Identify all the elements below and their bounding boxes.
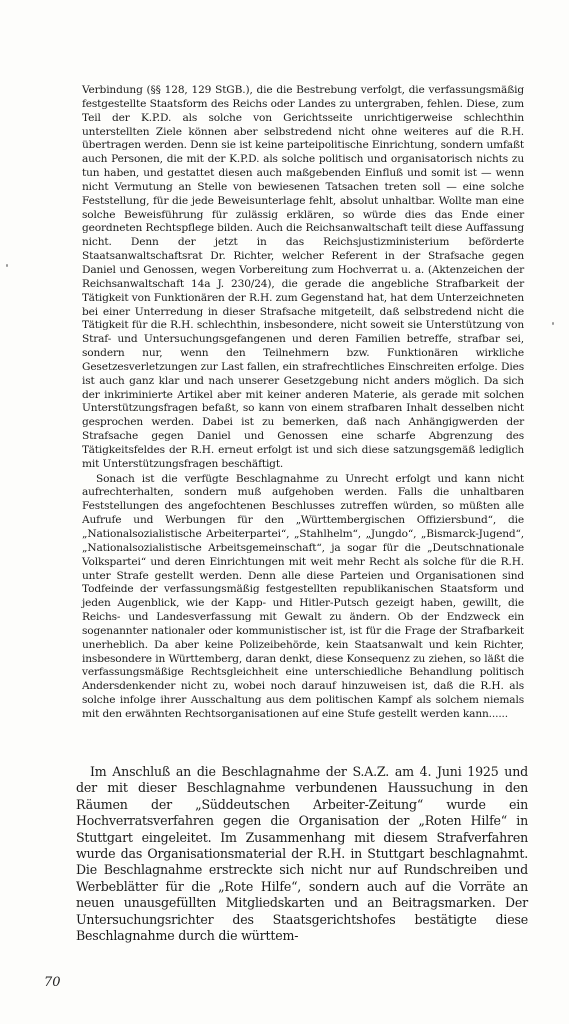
- page-number: 70: [44, 975, 61, 990]
- margin-mark: [552, 322, 554, 325]
- body-text-block: [76, 764, 528, 944]
- quoted-text-block: [82, 84, 524, 722]
- paragraph: Sonach ist die verfügte Beschlagnahme zu Unrecht erfolgt und kann nicht aufrechterhalten, sondern muß aufgehoben werden. Falls die unhaltbaren Feststellungen des angefochtenen Beschlusses zutreffen würden, so müßten alle Aufrufe und Werbungen für den „Württembergischen Offiziersbund“, die „Nationalsozialistische Arbeiterpartei“, „Stahlhelm“, „Jungdo“, „Bismarck-Jugend“, „Nationalsozialistische Arbeitsgemeinschaft“, ja sogar für die „Deutschnationale Volkspartei“ und deren Einrichtungen mit weit mehr Recht als solche für die R.H. unter Strafe gestellt werden. Denn alle diese Parteien und Organisationen sind Todfeinde der verfassungsmäßig festgestellten republikanischen Staatsform und jeden Augenblick, wie der Kapp- und Hitler-Putsch gezeigt haben, gewillt, die Reichs- und Landesverfassung mit Gewalt zu ändern. Ob der Endzweck ein sogenannter nationaler oder kommunistischer ist, ist für die Frage der Strafbarkeit unerheblich. Da aber keine Polizeibehörde, kein Staatsanwalt und kein Richter, insbesondere in Württemberg, daran denkt, diese Konsequenz zu ziehen, so läßt die verfassungsmäßige Rechtsgleichheit eine unterschiedliche Behandlung politisch Andersdenkender nicht zu, wobei noch darauf hinzuweisen ist, daß die R.H. als solche infolge ihrer Ausschaltung aus dem politischen Kampf als solchem niemals mit den erwähnten Rechtsorganisationen auf eine Stufe gestellt werden kann......: [82, 472, 524, 720]
- paragraph: Im Anschluß an die Beschlagnahme der S.A.Z. am 4. Juni 1925 und der mit dieser Beschlagnahme verbundenen Haussuchung in den Räumen der „Süddeutschen Arbeiter-Zeitung“ wurde ein Hochverratsverfahren gegen die Organisation der „Roten Hilfe“ in Stuttgart eingeleitet. Im Zusammenhang mit diesem Strafverfahren wurde das Organisationsmaterial der R.H. in Stuttgart beschlagnahmt. Die Beschlagnahme erstreckte sich nicht nur auf Rundschreiben und Werbeblätter für die „Rote Hilfe“, sondern auch auf die Vorräte an neuen unausgefüllten Mitgliedskarten und an Beitragsmarken. Der Untersuchungsrichter des Staatsgerichtshofes bestätigte diese Beschlagnahme durch die württem-: [76, 764, 528, 944]
- paragraph: Verbindung (§§ 128, 129 StGB.), die die Bestrebung verfolgt, die verfassungsmäßig festgestellte Staatsform des Reichs oder Landes zu untergraben, fehlen. Diese, zum Teil der K.P.D. als solche von Gerichtsseite unrichtigerweise schlechthin unterstellten Ziele können aber selbstredend nicht ohne weiteres auf die R.H. übertragen werden. Denn sie ist keine parteipolitische Einrichtung, sondern umfaßt auch Personen, die mit der K.P.D. als solche politisch und organisatorisch nichts zu tun haben, und gestattet diesen auch maßgebenden Einfluß und somit ist — wenn nicht Vermutung an Stelle von bewiesenen Tatsachen treten soll — eine solche Feststellung, für die jede Beweisunterlage fehlt, absolut unhaltbar. Wollte man eine solche Beweisführung für zulässig erklären, so würde dies das Ende einer geordneten Rechtspflege bilden. Auch die Reichsanwaltschaft teilt diese Auffassung nicht. Denn der jetzt in das Reichsjustizministerium beförderte Staatsanwaltschaftsrat Dr. Richter, welcher Referent in der Strafsache gegen Daniel und Genossen, wegen Vorbereitung zum Hochverrat u. a. (Aktenzeichen der Reichsanwaltschaft 14a J. 230/24), die gerade die angebliche Strafbarkeit der Tätigkeit von Funktionären der R.H. zum Gegenstand hat, hat dem Unterzeichneten bei einer Unterredung in dieser Strafsache mitgeteilt, daß selbstredend nicht die Tätigkeit für die R.H. schlechthin, insbesondere, nicht soweit sie Unterstützung von Straf- und Untersuchungsgefangenen und deren Familien betreffe, strafbar sei, sondern nur, wenn den Teilnehmern bzw. Funktionären wirkliche Gesetzesverletzungen zur Last fallen, ein strafrechtliches Einschreiten erfolge. Dies ist auch ganz klar und nach unserer Gesetzgebung nicht anders möglich. Da sich der inkriminierte Artikel aber mit keiner anderen Materie, als gerade mit solchen Unterstützungsfragen befaßt, so kann von einem strafbaren Inhalt desselben nicht gesprochen werden. Dabei ist zu bemerken, daß nach Anhängigwerden der Strafsache gegen Daniel und Genossen eine scharfe Abgrenzung des Tätigkeitsfeldes der R.H. erneut erfolgt ist und sich diese satzungsgemäß lediglich mit Unterstützungsfragen beschäftigt.: [82, 84, 524, 470]
- margin-mark: [6, 264, 8, 267]
